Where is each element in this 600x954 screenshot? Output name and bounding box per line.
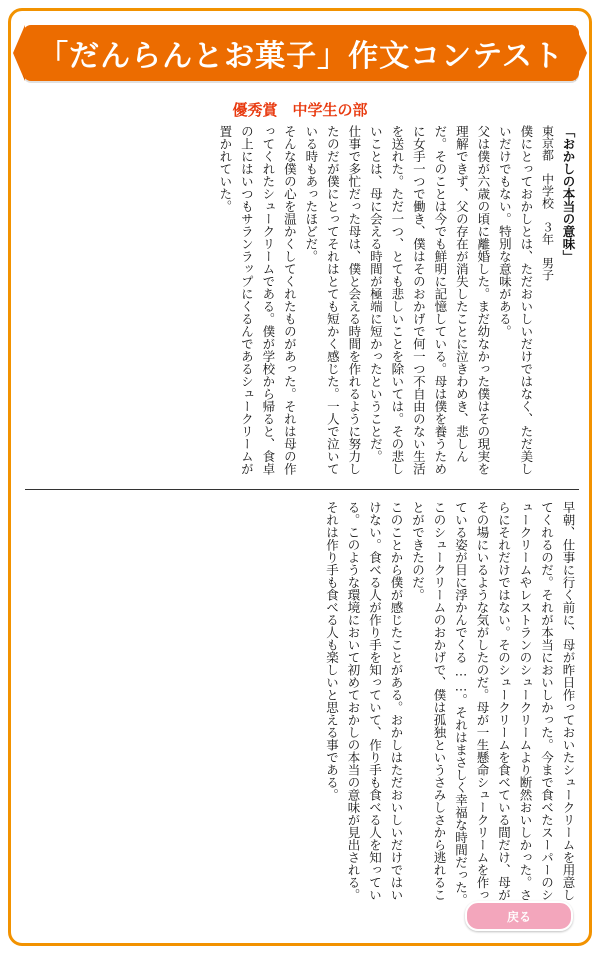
section-divider xyxy=(25,489,579,490)
contest-title: 「だんらんとお菓子」作文コンテスト xyxy=(38,39,564,74)
essay-title: 「おかしの本当の意味」 xyxy=(561,125,576,263)
award-label: 優秀賞 中学生の部 xyxy=(232,101,368,119)
essay-paragraph: 僕にとっておかしとは、ただおいしいだけではなく、ただ美しいだけでもない。特別な意味がある。 xyxy=(497,125,534,475)
back-button-label: 戻る xyxy=(506,909,531,924)
essay-paragraph: このことから僕が感じたことがある。おかしはただおいしいだけではいけない。食べる人が作り手を知っていて、作り手も食べる人を知っている。このような環境において初めておかしの本当の意味が見出される。それは作り手も食べる人も楽しいと思える事である。 xyxy=(324,501,404,901)
essay-section-bottom xyxy=(25,501,579,911)
essay-paragraph: 仕事で多忙だった母は、僕と会える時間を作れるように努力したのだが僕にとってそれはとても短かく感じた。一人で泣いている時もあったほどだ。 xyxy=(303,125,362,475)
document-frame xyxy=(8,8,592,946)
essay-section-top xyxy=(25,125,579,477)
essay-paragraph: 父は僕が六歳の頃に離婚した。まだ幼なかった僕はその現実を理解できず、父の存在が消失したことに泣きわめき、悲しんだ。そのことは今でも鮮明に記憶している。母は僕を養うために女手一つで働き、僕はそのおかげで何一つ不自由のない生活を送れた。ただ一つ、とても悲しいことを除いては。その悲しいことは、母に会える時間が極端に短かったということだ。 xyxy=(368,125,491,475)
essay-paragraph: 早朝、仕事に行く前に、母が昨日作っておいたシュークリームを用意してくれるのだ。それが本当においしかった。今まで食べたスーパーのシュークリームやレストランのシュークリームより断然おいしかった。さらにそれだけではない。そのシュークリームを食べている間だけ、母がその場にいるような気がしたのだ。母が一生懸命シュークリームを作っている姿が目に浮かんでくる……。それはまさしく幸福な時間だった。このシュークリームのおかげで、僕は孤独というさみしさから逃れることができたのだ。 xyxy=(410,501,576,906)
contest-title-banner xyxy=(23,25,579,81)
essay-byline: 東京都 中学校 ３年 男子 xyxy=(540,125,555,281)
essay-paragraph: そんな僕の心を温かくしてくれたものがあった。それは母の作ってくれたシュークリームである。僕が学校から帰ると、食卓の上にはいつもサランラップにくるんであるシュークリームが置かれていた。 xyxy=(217,125,298,475)
award-line xyxy=(11,99,589,120)
back-button[interactable] xyxy=(465,901,573,931)
